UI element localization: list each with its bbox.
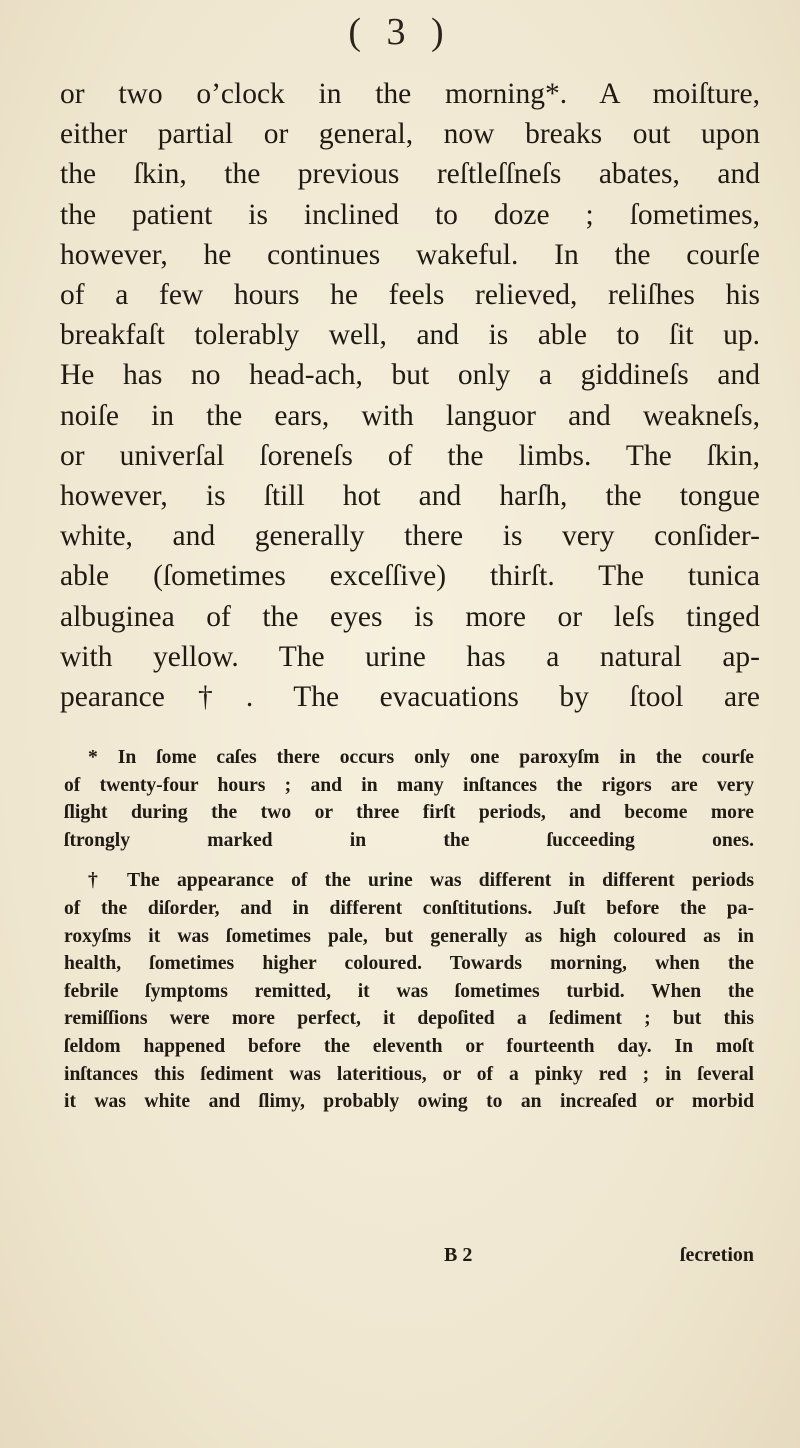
footnote-line: † The appearance of the urine was different in different periods <box>88 870 754 892</box>
footnote-line: inſtances this ſediment was lateritious, or of a pinky red ; in ſeveral <box>64 1063 754 1085</box>
footnotes <box>64 744 754 1129</box>
main-text <box>60 74 760 717</box>
page-footer <box>64 1244 754 1274</box>
footnote-line: ſeldom happened before the eleventh or fourteenth day. In moſt <box>64 1035 754 1057</box>
text-line: breakfaſt tolerably well, and is able to ſit up. <box>60 319 760 352</box>
footnote-line: it was white and ſlimy, probably owing to an increaſed or morbid <box>64 1091 754 1113</box>
footnote-line: health, ſometimes higher coloured. Towards morning, when the <box>64 953 754 975</box>
text-line: able (ſometimes exceſſive) thirſt. The tunica <box>60 560 760 593</box>
text-line: He has no head-ach, but only a giddineſs and <box>60 359 760 392</box>
text-line: or univerſal ſoreneſs of the limbs. The ſkin, <box>60 439 760 472</box>
text-line: of a few hours he feels relieved, reliſhes his <box>60 279 760 312</box>
text-line: pearance†. The evacuations by ſtool are <box>60 681 760 714</box>
text-line: either partial or general, now breaks out upon <box>60 118 760 151</box>
text-line: the patient is inclined to doze ; ſometimes, <box>60 198 760 231</box>
footnote-line: roxyſms it was ſometimes pale, but generally as high coloured as in <box>64 925 754 947</box>
footnote-line: of twenty-four hours ; and in many inſtances the rigors are very <box>64 774 754 796</box>
text-line: albuginea of the eyes is more or leſs tinged <box>60 600 760 633</box>
footnote <box>64 867 754 1115</box>
text-line: white, and generally there is very conſider- <box>60 520 760 553</box>
text-line: the ſkin, the previous reſtleſſneſs abates, and <box>60 158 760 191</box>
footnote-line: febrile ſymptoms remitted, it was ſometimes turbid. When the <box>64 980 754 1002</box>
text-line: noiſe in the ears, with languor and weakneſs, <box>60 399 760 432</box>
text-line: or two o’clock in the morning*. A moiſture, <box>60 78 760 110</box>
footnote-line: * In ſome caſes there occurs only one paroxyſm in the courſe <box>88 747 754 768</box>
footnote-line: ſlight during the two or three firſt periods, and become more <box>64 802 754 824</box>
text-line: with yellow. The urine has a natural ap- <box>60 640 760 673</box>
catchword: ſecretion <box>679 1244 754 1266</box>
footnote-line: remiſſions were more perfect, it depoſited a ſediment ; but this <box>64 1008 754 1030</box>
page-number: ( 3 ) <box>348 11 452 53</box>
text-line: however, is ſtill hot and harſh, the tongue <box>60 480 760 513</box>
footnote <box>64 744 754 854</box>
footnote-line: of the diſorder, and in different conſtitutions. Juſt before the pa- <box>64 897 754 919</box>
text-line: however, he continues wakeful. In the courſe <box>60 238 760 271</box>
signature-mark: B 2 <box>444 1244 473 1266</box>
footnote-line: ſtrongly marked in the ſucceeding ones. <box>64 829 754 851</box>
